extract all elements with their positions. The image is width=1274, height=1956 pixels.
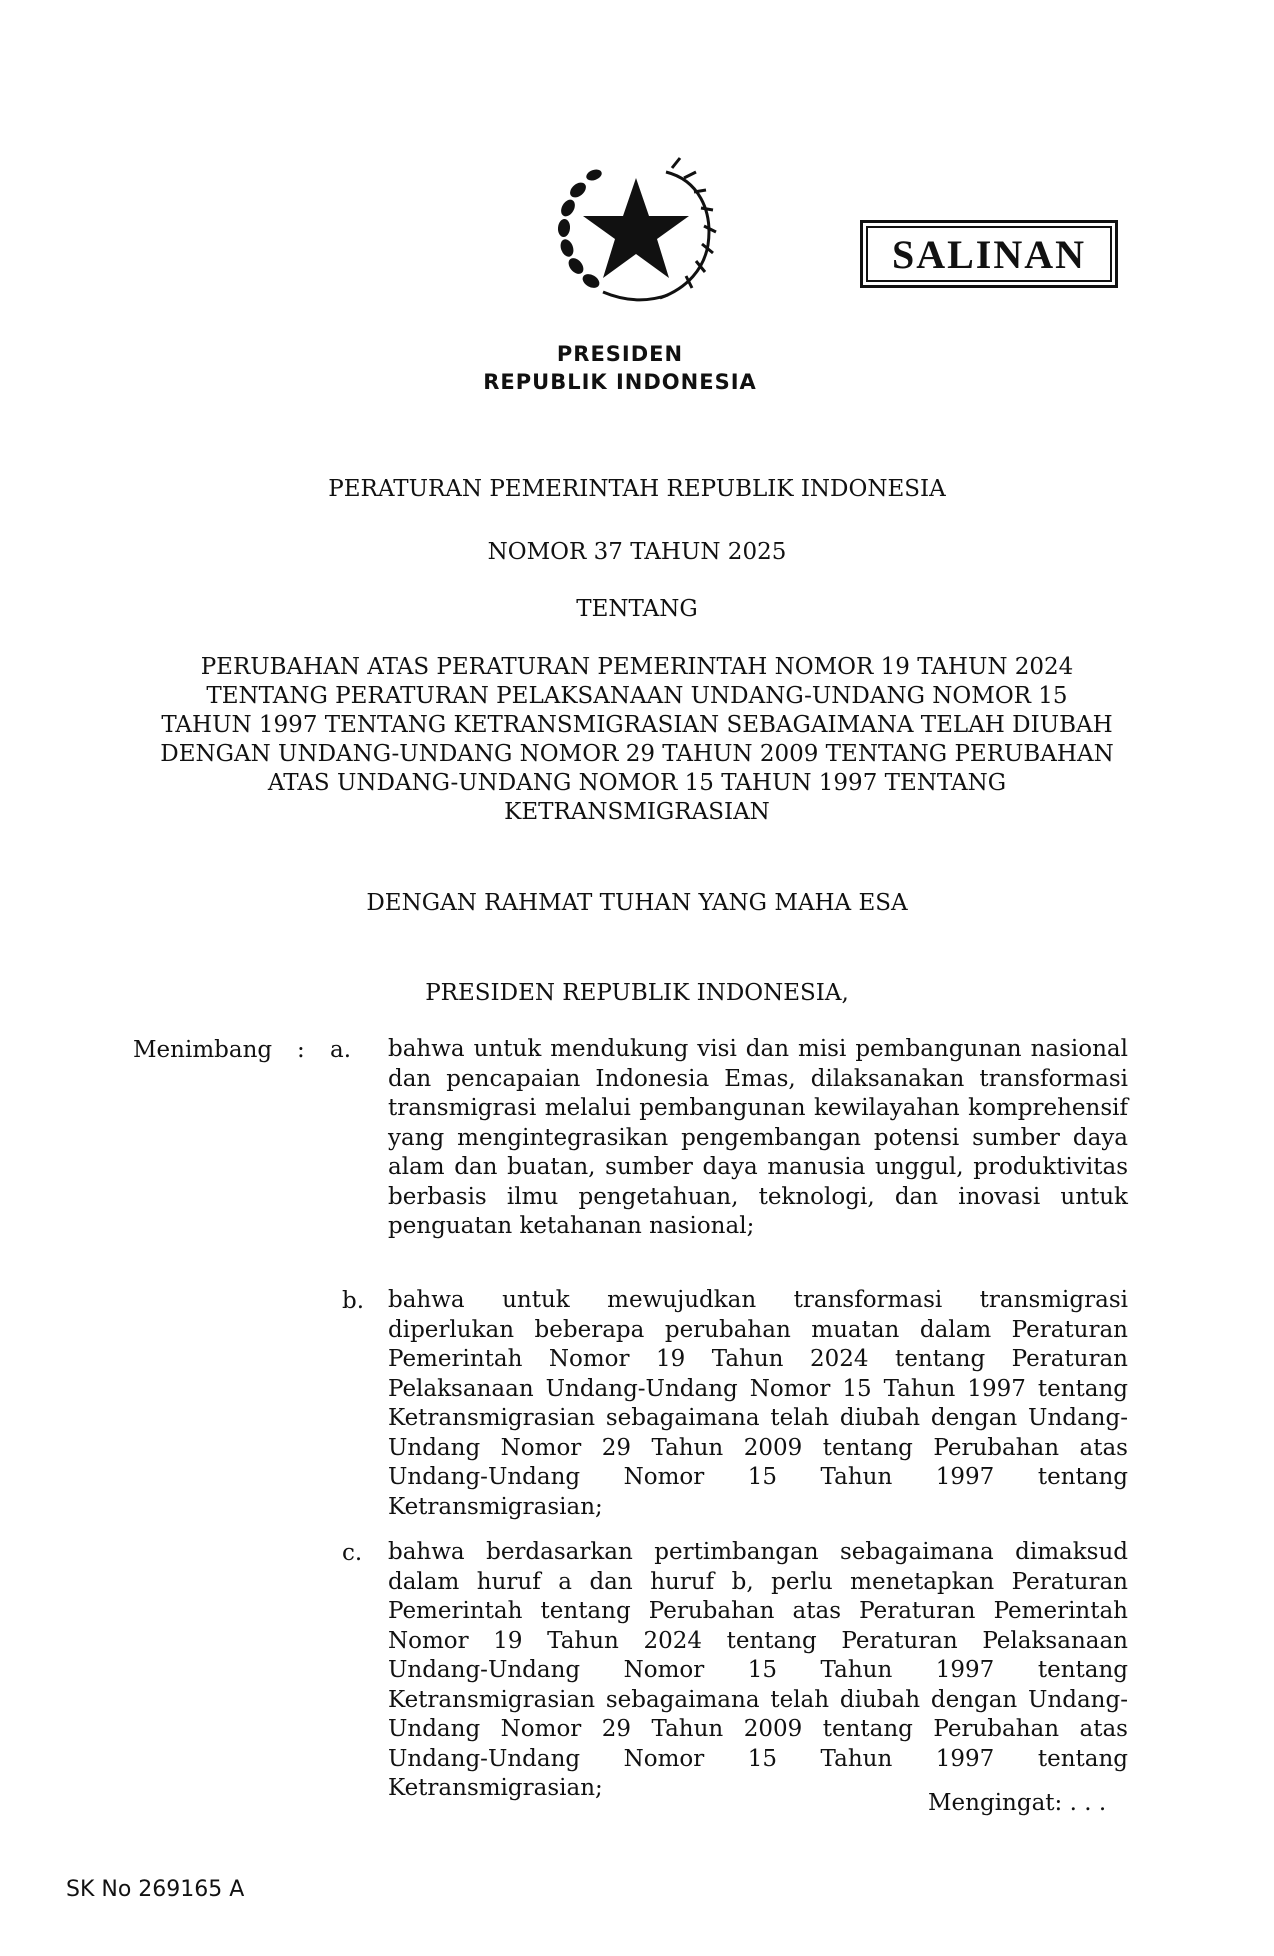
salinan-stamp — [860, 220, 1118, 288]
tentang-heading: TENTANG — [576, 596, 698, 622]
consideration-item-c: bahwa berdasarkan pertimbangan sebagaimana dimaksud dalam huruf a dan huruf b, perlu menetapkan Peraturan Pemerintah tentang Perubahan atas Peraturan Pemerintah Nomor 19 Tahun 2024 tentang Peraturan Pelaksanaan Undang-Undang Nomor 15 Tahun 1997 tentang Ketransmigrasian sebagaimana telah diubah dengan Undang-Undang Nomor 29 Tahun 2009 tentang Perubahan atas Undang-Undang Nomor 15 Tahun 1997 tentang Ketransmigrasian; — [388, 1539, 1128, 1801]
office-title: PRESIDEN — [556, 342, 684, 366]
item-letter-b: b. — [342, 1288, 365, 1314]
consideration-item-b: bahwa untuk mewujudkan transformasi transmigrasi diperlukan beberapa perubahan muatan dalam Peraturan Pemerintah Nomor 19 Tahun 2024 tentang Peraturan Pelaksanaan Undang-Undang Nomor 15 Tahun 1997 tentang Ketransmigrasian sebagaimana telah diubah dengan Undang-Undang Nomor 29 Tahun 2009 tentang Perubahan atas Undang-Undang Nomor 15 Tahun 1997 tentang Ketransmigrasian; — [388, 1287, 1128, 1520]
item-letter-c: c. — [342, 1540, 363, 1566]
consideration-item-a: bahwa untuk mendukung visi dan misi pembangunan nasional dan pencapaian Indonesia Emas, dilaksanakan transformasi transmigrasi melalui pembangunan kewilayahan komprehensif yang mengintegrasikan pengembangan potensi sumber daya alam dan buatan, sumber daya manusia unggul, produktivitas berbasis ilmu pengetahuan, teknologi, dan inovasi untuk penguatan ketahanan nasional; — [388, 1036, 1128, 1239]
grace-phrase: DENGAN RAHMAT TUHAN YANG MAHA ESA — [366, 890, 908, 916]
subject-line: KETRANSMIGRASIAN — [504, 799, 770, 825]
subject-line: TENTANG PERATURAN PELAKSANAAN UNDANG-UNDANG NOMOR 15 — [206, 683, 1068, 709]
office-subtitle: REPUBLIK INDONESIA — [483, 370, 757, 394]
presidential-emblem-icon — [548, 150, 723, 310]
item-letter-a: a. — [330, 1037, 352, 1063]
subject-line: DENGAN UNDANG-UNDANG NOMOR 29 TAHUN 2009 TENTANG PERUBAHAN — [160, 741, 1114, 767]
next-page-marker: Mengingat: . . . — [928, 1790, 1107, 1816]
subject-line: ATAS UNDANG-UNDANG NOMOR 15 TAHUN 1997 TENTANG — [267, 770, 1007, 796]
regulation-title: PERATURAN PEMERINTAH REPUBLIK INDONESIA — [328, 476, 946, 502]
menimbang-colon: : — [297, 1037, 305, 1063]
salinan-label: SALINAN — [866, 226, 1112, 282]
sk-number: SK No 269165 A — [66, 1877, 245, 1902]
president-heading: PRESIDEN REPUBLIK INDONESIA, — [425, 980, 849, 1006]
menimbang-label: Menimbang — [133, 1037, 273, 1063]
regulation-number: NOMOR 37 TAHUN 2025 — [487, 539, 787, 565]
subject-line: PERUBAHAN ATAS PERATURAN PEMERINTAH NOMOR 19 TAHUN 2024 — [200, 654, 1074, 680]
subject-line: TAHUN 1997 TENTANG KETRANSMIGRASIAN SEBAGAIMANA TELAH DIUBAH — [161, 712, 1113, 738]
